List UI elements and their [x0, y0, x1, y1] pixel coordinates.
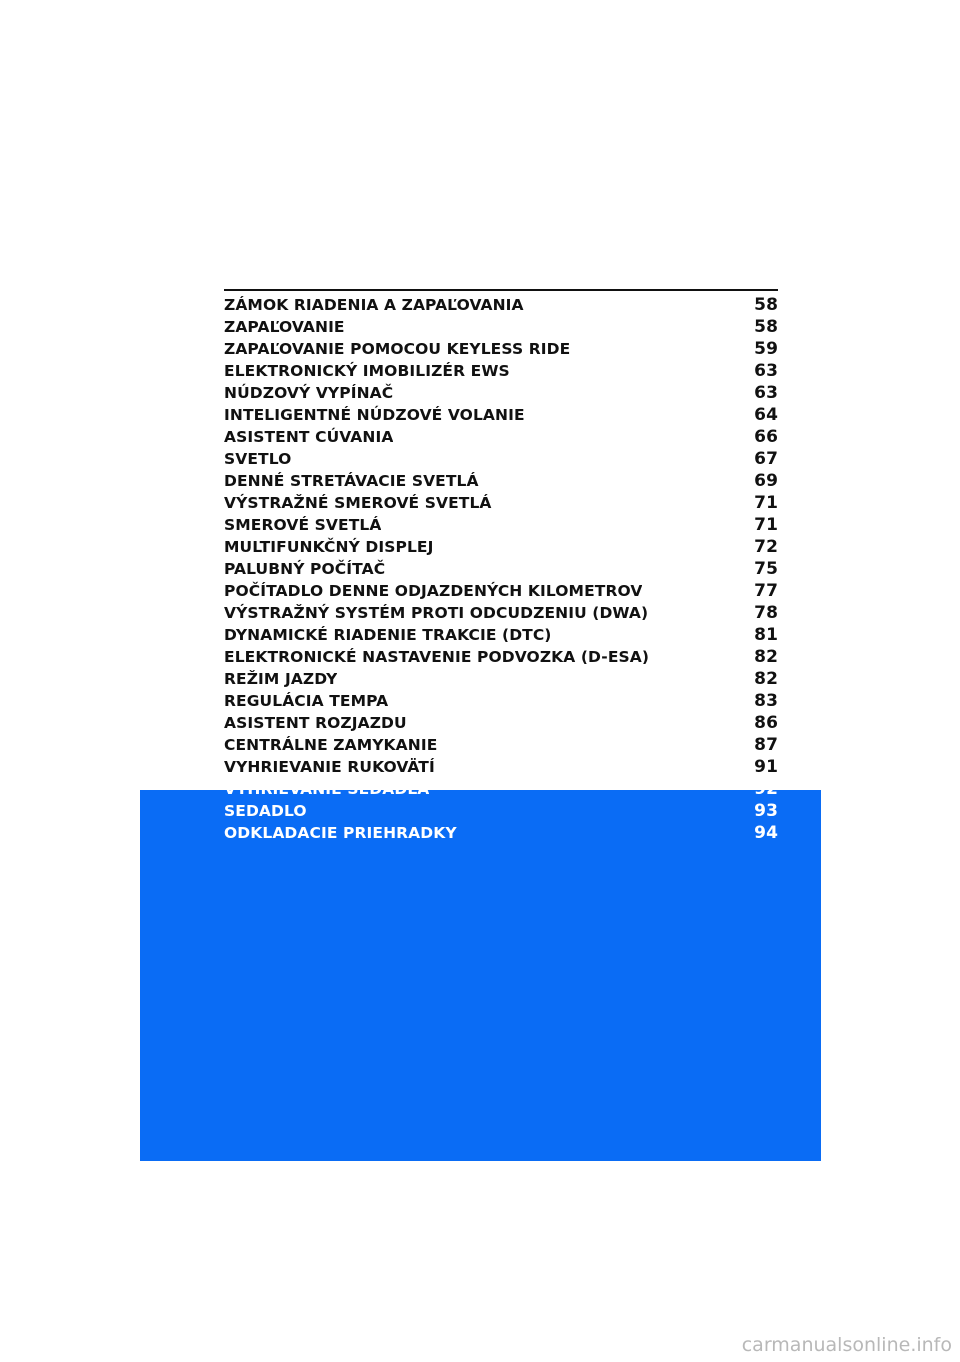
toc-entry[interactable] — [224, 404, 778, 426]
toc-entry-title: VYHRIEVANIE SEDADLA — [224, 780, 430, 798]
toc-entry-title: REŽIM JAZDY — [224, 670, 338, 688]
toc-entry-page: 72 — [754, 537, 778, 557]
toc-entry-page: 71 — [754, 515, 778, 535]
toc-entry-page: 63 — [754, 361, 778, 381]
toc-entry-title: DENNÉ STRETÁVACIE SVETLÁ — [224, 472, 479, 490]
toc-entry-page: 63 — [754, 383, 778, 403]
toc-entry-page: 75 — [754, 559, 778, 579]
toc-entry-page: 91 — [754, 757, 778, 777]
toc-entry[interactable] — [224, 778, 778, 800]
toc-entry[interactable] — [224, 338, 778, 360]
toc-entry-page: 71 — [754, 493, 778, 513]
toc-entry-page: 83 — [754, 691, 778, 711]
toc-entry-page: 58 — [754, 295, 778, 315]
toc-entry[interactable] — [224, 382, 778, 404]
toc-entry-page: 82 — [754, 669, 778, 689]
toc-entry-title: ASISTENT CÚVANIA — [224, 428, 394, 446]
toc-entry-title: ZÁMOK RIADENIA A ZAPAĽOVANIA — [224, 296, 524, 314]
toc-entry[interactable] — [224, 580, 778, 602]
toc-entry[interactable] — [224, 536, 778, 558]
toc-entry-title: DYNAMICKÉ RIADENIE TRAKCIE (DTC) — [224, 626, 552, 644]
toc-entry-page: 58 — [754, 317, 778, 337]
toc-entry[interactable] — [224, 800, 778, 822]
toc-entry-title: SMEROVÉ SVETLÁ — [224, 516, 382, 534]
toc-entry-title: ELEKTRONICKÉ NASTAVENIE PODVOZKA (D-ESA) — [224, 648, 650, 666]
toc-entry-page: 92 — [754, 779, 778, 799]
toc-entry-title: ZAPAĽOVANIE — [224, 318, 345, 336]
toc-entry[interactable] — [224, 316, 778, 338]
toc-entry[interactable] — [224, 448, 778, 470]
top-rule — [224, 289, 778, 291]
toc-entry-page: 93 — [754, 801, 778, 821]
toc-entry[interactable] — [224, 426, 778, 448]
toc-entry-page: 66 — [754, 427, 778, 447]
toc-entry-page: 81 — [754, 625, 778, 645]
toc-entry-title: ELEKTRONICKÝ IMOBILIZÉR EWS — [224, 362, 510, 380]
toc-entry-page: 64 — [754, 405, 778, 425]
toc-entry-title: NÚDZOVÝ VYPÍNAČ — [224, 384, 394, 402]
toc-entry[interactable] — [224, 624, 778, 646]
toc-entry[interactable] — [224, 734, 778, 756]
toc-entry[interactable] — [224, 822, 778, 844]
toc-entry-page: 94 — [754, 823, 778, 843]
toc-entry-page: 82 — [754, 647, 778, 667]
toc-entry[interactable] — [224, 756, 778, 778]
toc-entry[interactable] — [224, 712, 778, 734]
toc-entry-title: ASISTENT ROZJAZDU — [224, 714, 407, 732]
toc-entry-page: 59 — [754, 339, 778, 359]
toc-entry-title: MULTIFUNKČNÝ DISPLEJ — [224, 538, 434, 556]
toc-entry[interactable] — [224, 470, 778, 492]
toc-entry[interactable] — [224, 558, 778, 580]
toc-entry-title: ZAPAĽOVANIE POMOCOU KEYLESS RIDE — [224, 340, 571, 358]
toc-entry-title: SEDADLO — [224, 802, 307, 820]
toc-entry-page: 77 — [754, 581, 778, 601]
watermark-text: carmanualsonline.info — [741, 1334, 952, 1356]
toc-entry-title: VYHRIEVANIE RUKOVÄTÍ — [224, 758, 435, 776]
toc-entry[interactable] — [224, 294, 778, 316]
toc-entry-title: VÝSTRAŽNÝ SYSTÉM PROTI ODCUDZENIU (DWA) — [224, 604, 649, 622]
blue-background-block — [140, 790, 821, 1161]
toc-entry[interactable] — [224, 360, 778, 382]
toc-entry[interactable] — [224, 646, 778, 668]
toc-entry-page: 78 — [754, 603, 778, 623]
toc-entry[interactable] — [224, 602, 778, 624]
toc-entry[interactable] — [224, 492, 778, 514]
toc-entry[interactable] — [224, 514, 778, 536]
toc-entry-page: 67 — [754, 449, 778, 469]
toc-entry-title: POČÍTADLO DENNE ODJAZDENÝCH KILOMETROV — [224, 582, 643, 600]
toc-entry-title: REGULÁCIA TEMPA — [224, 692, 389, 710]
toc-entry[interactable] — [224, 690, 778, 712]
toc-entry-title: ODKLADACIE PRIEHRADKY — [224, 824, 457, 842]
toc-entry-title: PALUBNÝ POČÍTAČ — [224, 560, 386, 578]
toc-entry[interactable] — [224, 668, 778, 690]
toc-entry-page: 86 — [754, 713, 778, 733]
toc-entry-title: CENTRÁLNE ZAMYKANIE — [224, 736, 438, 754]
toc-entry-title: VÝSTRAŽNÉ SMEROVÉ SVETLÁ — [224, 494, 492, 512]
toc-entry-page: 87 — [754, 735, 778, 755]
toc-entry-page: 69 — [754, 471, 778, 491]
toc-entry-title: INTELIGENTNÉ NÚDZOVÉ VOLANIE — [224, 406, 525, 424]
toc-entry-title: SVETLO — [224, 450, 292, 468]
table-of-contents — [224, 294, 778, 844]
